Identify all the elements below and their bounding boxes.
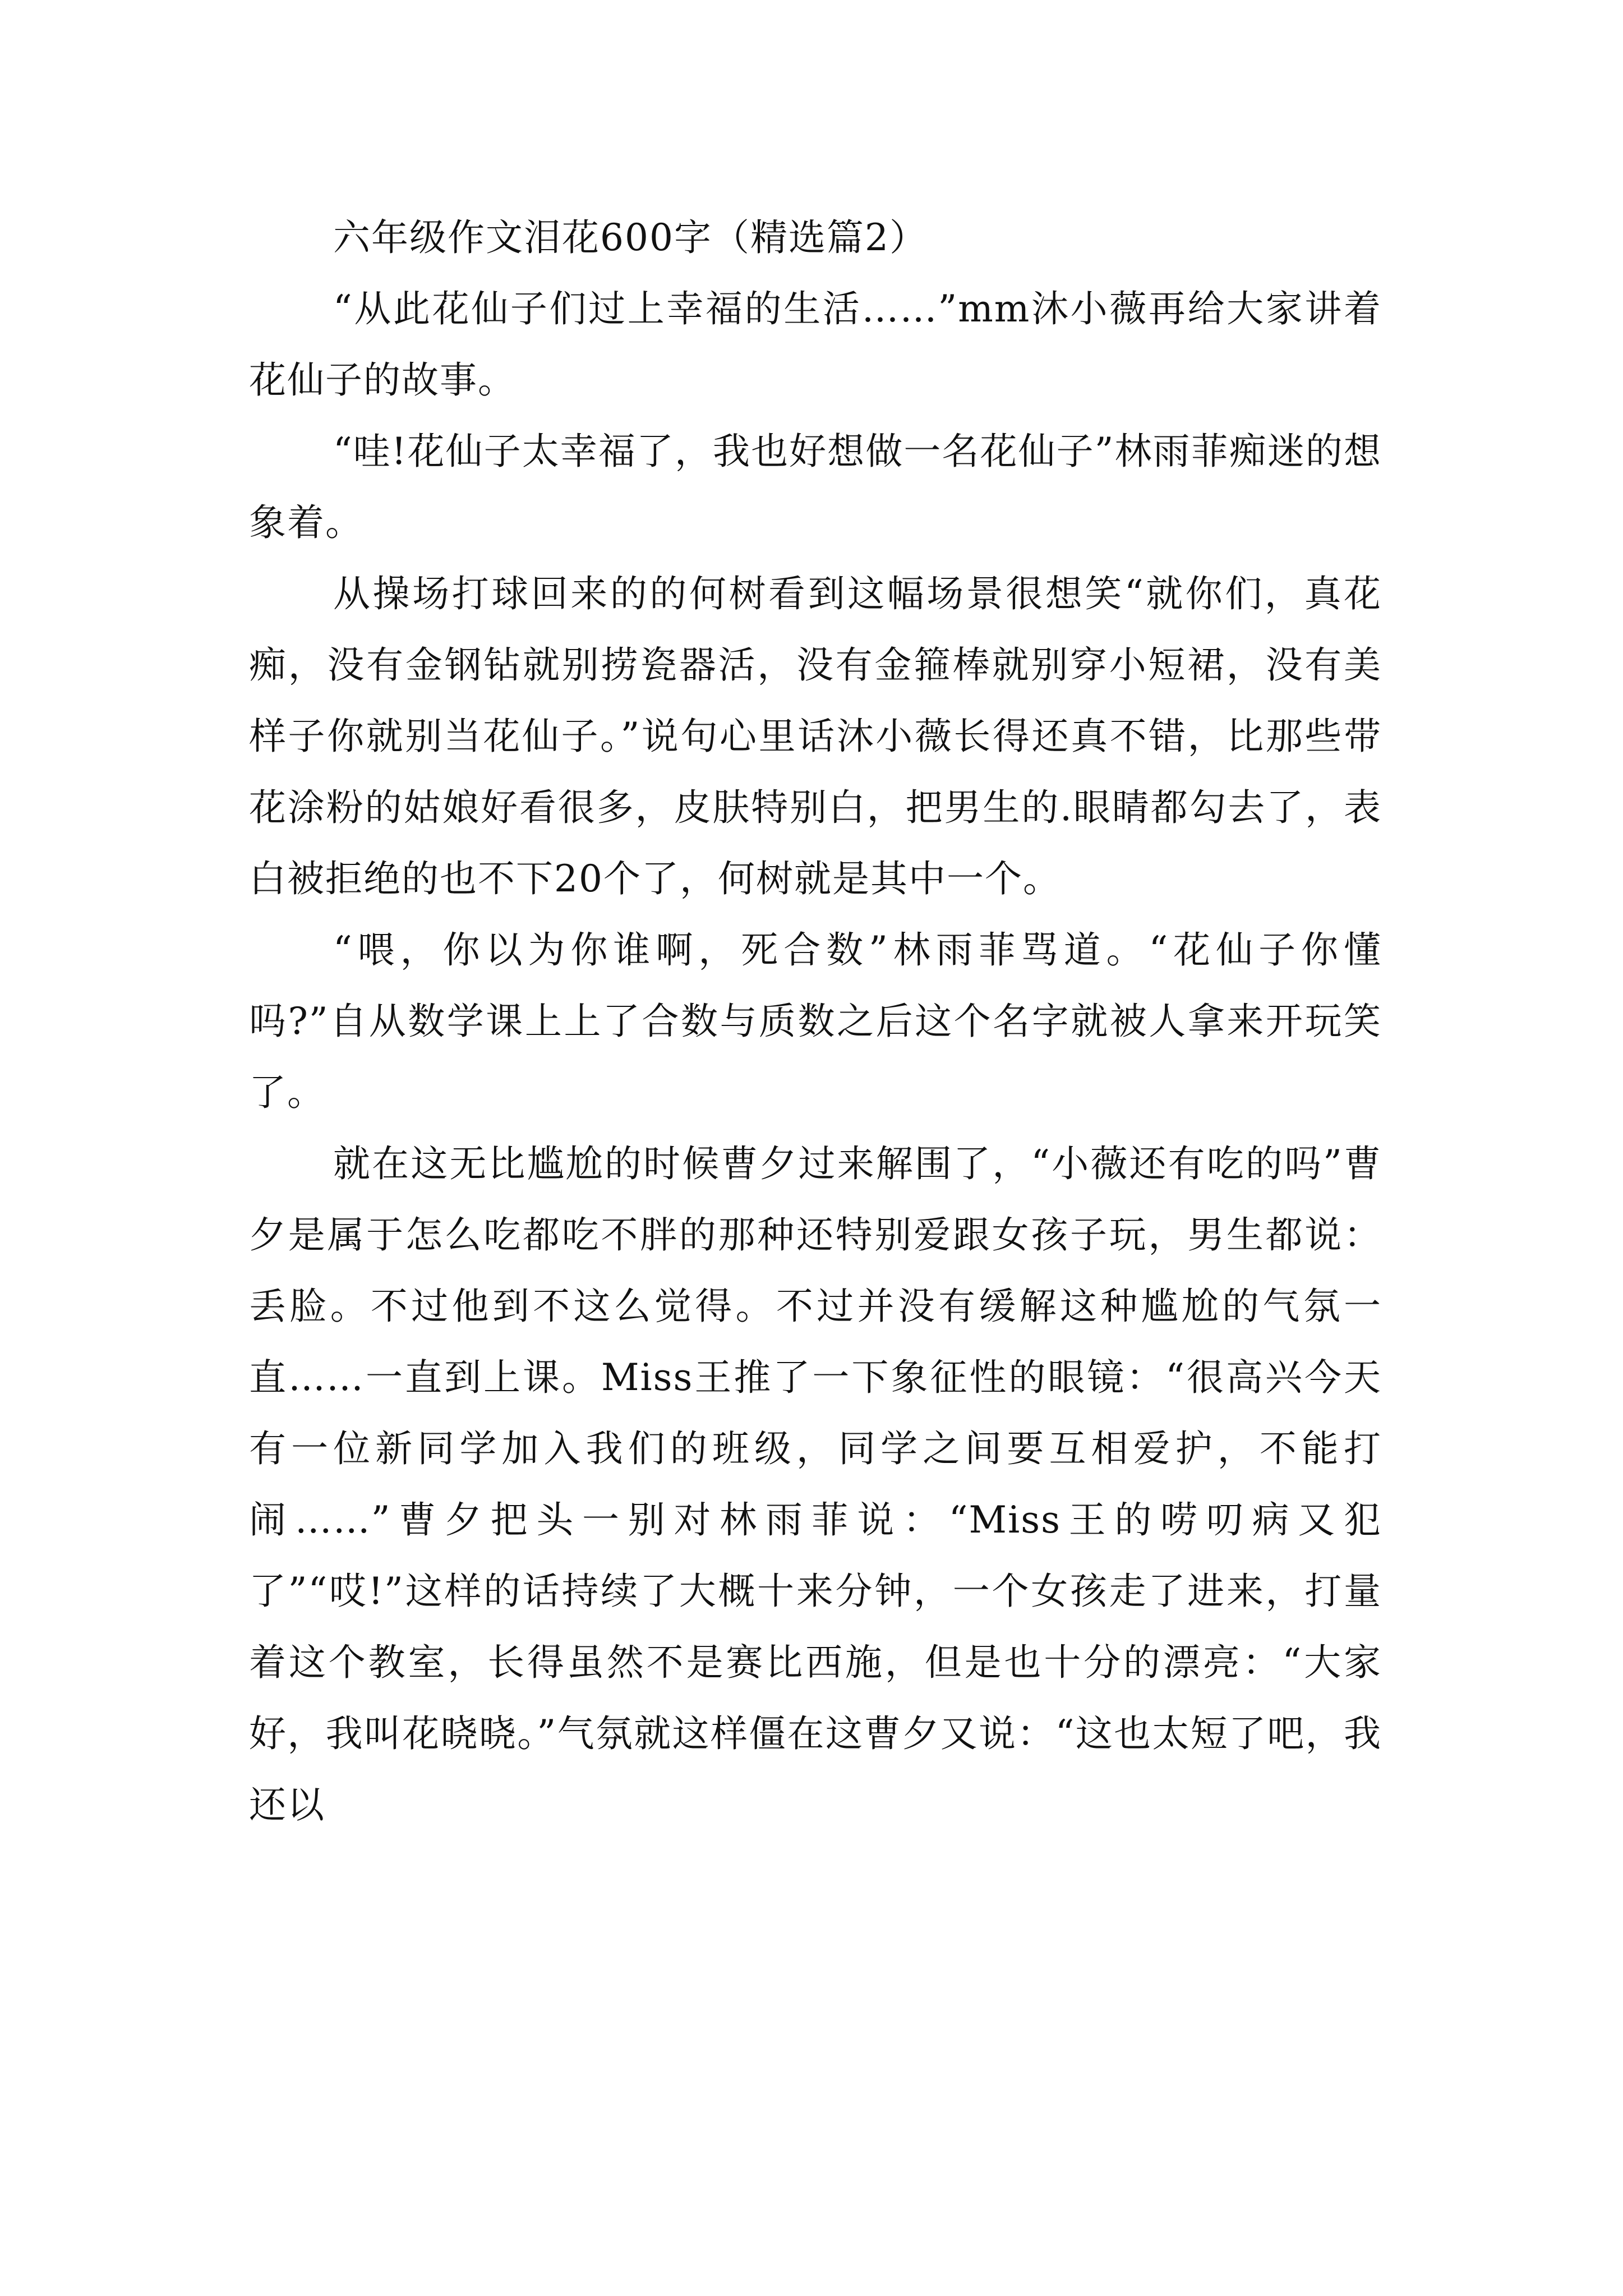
article-body bbox=[249, 202, 1382, 1841]
paragraph: 就在这无比尴尬的时候曹夕过来解围了，“小薇还有吃的吗”曹夕是属于怎么吃都吃不胖的那种还特别爱跟女孩子玩，男生都说：丢脸。不过他到不这么觉得。不过并没有缓解这种尴尬的气氛一直……一直到上课。Miss王推了一下象征性的眼镜：“很高兴今天有一位新同学加入我们的班级，同学之间要互相爱护，不能打闹……”曹夕把头一别对林雨菲说：“Miss王的唠叨病又犯了”“哎!”这样的话持续了大概十来分钟，一个女孩走了进来，打量着这个教室，长得虽然不是赛比西施，但是也十分的漂亮：“大家好，我叫花晓晓。”气氛就这样僵在这曹夕又说：“这也太短了吧，我还以 bbox=[249, 1142, 1382, 1826]
paragraph: “哇!花仙子太幸福了，我也好想做一名花仙子”林雨菲痴迷的想象着。 bbox=[249, 430, 1382, 544]
paragraph: “从此花仙子们过上幸福的生活……”mm沐小薇再给大家讲着花仙子的故事。 bbox=[249, 287, 1382, 402]
paragraph: “喂，你以为你谁啊，死合数”林雨菲骂道。“花仙子你懂吗?”自从数学课上上了合数与质数之后这个名字就被人拿来开玩笑了。 bbox=[249, 928, 1382, 1114]
article-title: 六年级作文泪花600字（精选篇2） bbox=[333, 216, 928, 259]
paragraph: 从操场打球回来的的何树看到这幅场景很想笑“就你们，真花痴，没有金钢钻就别捞瓷器活，没有金箍棒就别穿小短裙，没有美样子你就别当花仙子。”说句心里话沐小薇长得还真不错，比那些带花涂粉的姑娘好看很多，皮肤特别白，把男生的.眼睛都勾去了，表白被拒绝的也不下20个了，何树就是其中一个。 bbox=[249, 572, 1382, 900]
